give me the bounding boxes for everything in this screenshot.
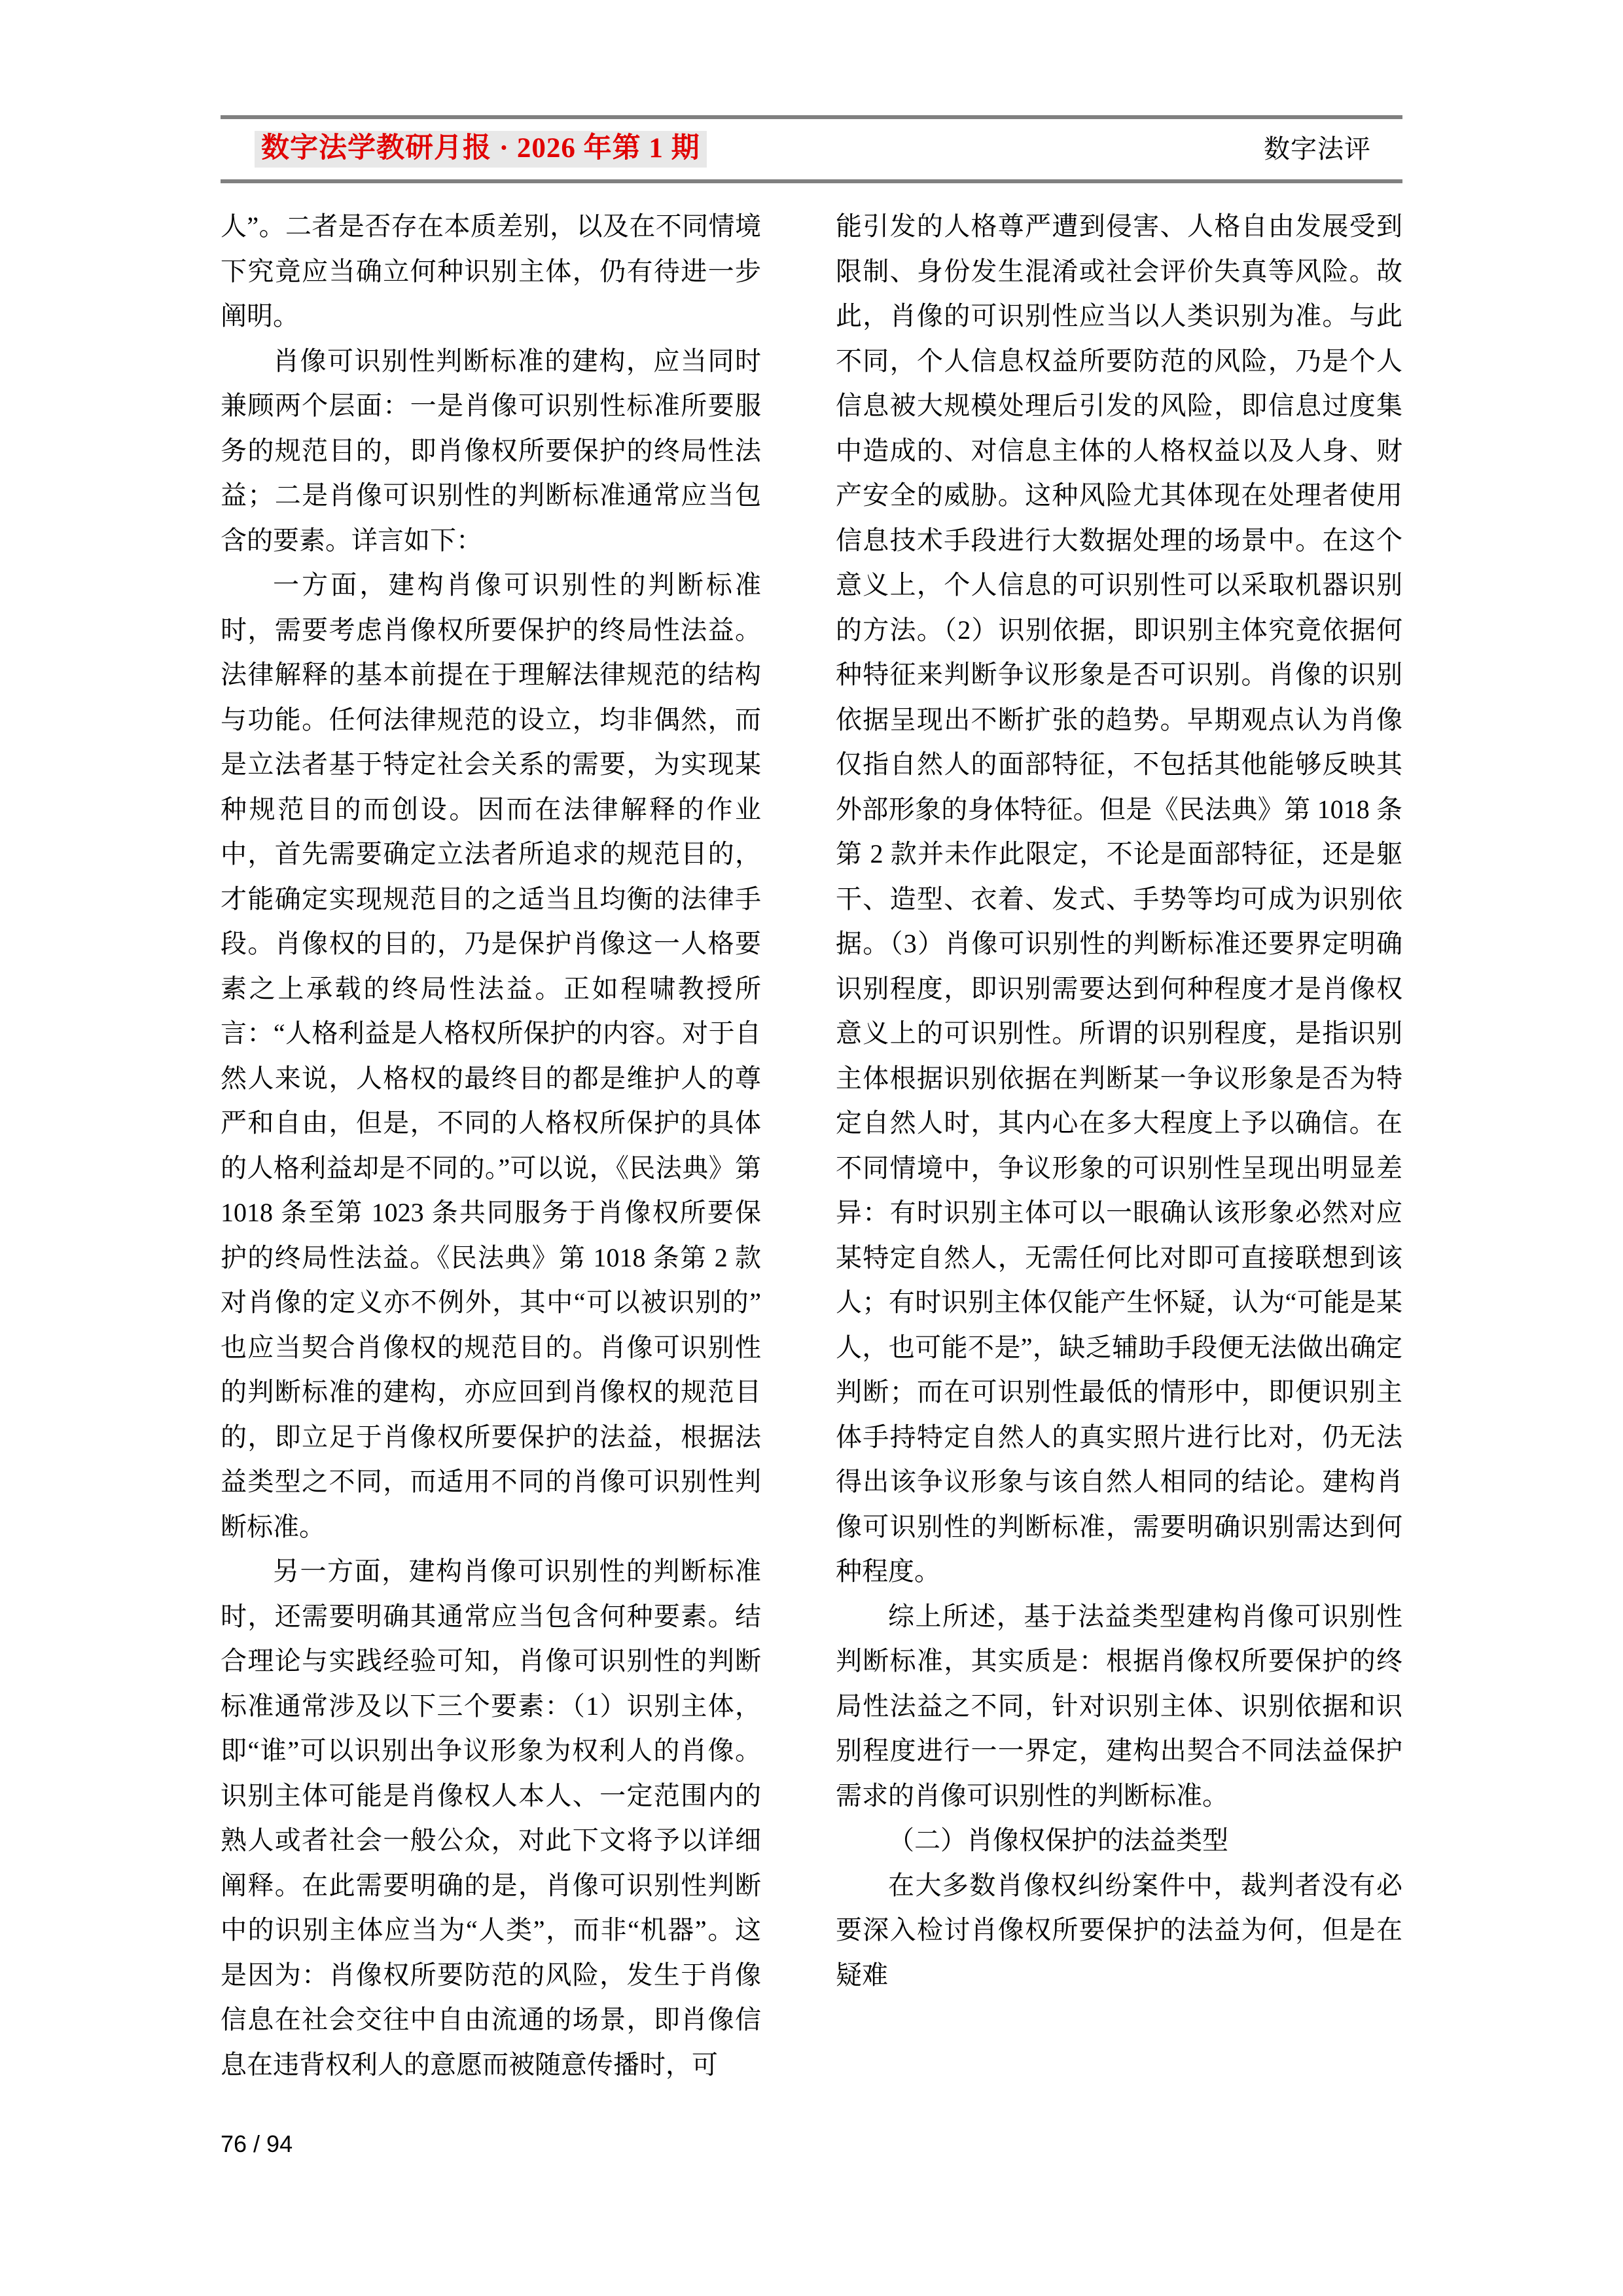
section-title: 数字法评	[1264, 134, 1371, 164]
section-heading: （二）肖像权保护的法益类型	[888, 1825, 1228, 1855]
paragraph: 在大多数肖像权纠纷案件中，裁判者没有必要深入检讨肖像权所要保护的法益为何，但是在疑难	[836, 1870, 1402, 1990]
paragraph: 能引发的人格尊严遭到侵害、人格自由发展受到限制、身份发生混淆或社会评价失真等风险。故此，肖像的可识别性应当以人类识别为准。与此不同，个人信息权益所要防范的风险，乃是个人信息被大规模处理后引发的风险，即信息过度集中造成的、对信息主体的人格权益以及人身、财产安全的威胁。这种风险尤其体现在处理者使用信息技术手段进行大数据处理的场景中。在这个意义上，个人信息的可识别性可以采取机器识别的方法。（2）识别依据，即识别主体究竟依据何种特征来判断争议形象是否可识别。肖像的识别依据呈现出不断扩张的趋势。早期观点认为肖像仅指自然人的面部特征，不包括其他能够反映其外部形象的身体特征。但是《民法典》第 1018 条第 2 款并未作此限定，不论是面部特征，还是躯干、造型、衣着、发式、手势等均可成为识别依据。（3）肖像可识别性的判断标准还要界定明确识别程度，即识别需要达到何种程度才是肖像权意义上的可识别性。所谓的识别程度，是指识别主体根据识别依据在判断某一争议形象是否为特定自然人时，其内心在多大程度上予以确信。在不同情境中，争议形象的可识别性呈现出明显差异：有时识别主体可以一眼确认该形象必然对应某特定自然人，无需任何比对即可直接联想到该人；有时识别主体仅能产生怀疑，认为“可能是某人，也可能不是”，缺乏辅助手段便无法做出确定判断；而在可识别性最低的情形中，即便识别主体手持特定自然人的真实照片进行比对，仍无法得出该争议形象与该自然人相同的结论。建构肖像可识别性的判断标准，需要明确识别需达到何种程度。	[836, 211, 1402, 1586]
running-head	[221, 115, 1402, 183]
page-number: 76 / 94	[221, 2130, 293, 2157]
body-columns	[221, 204, 1402, 2089]
paragraph: 另一方面，建构肖像可识别性的判断标准时，还需要明确其通常应当包含何种要素。结合理论与实践经验可知，肖像可识别性的判断标准通常涉及以下三个要素：（1）识别主体，即“谁”可以识别出争议形象为权利人的肖像。识别主体可能是肖像权人本人、一定范围内的熟人或者社会一般公众，对此下文将予以详细阐释。在此需要明确的是，肖像可识别性判断中的识别主体应当为“人类”，而非“机器”。这是因为：肖像权所要防范的风险，发生于肖像信息在社会交往中自由流通的场景，即肖像信息在违背权利人的意愿而被随意传播时，可	[221, 1556, 761, 2079]
page-footer	[221, 2130, 1402, 2158]
column-right	[836, 204, 1402, 2089]
paragraph: 人”。二者是否存在本质差别，以及在不同情境下究竟应当确立何种识别主体，仍有待进一步阐明。	[221, 211, 761, 331]
paragraph: 一方面，建构肖像可识别性的判断标准时，需要考虑肖像权所要保护的终局性法益。法律解释的基本前提在于理解法律规范的结构与功能。任何法律规范的设立，均非偶然，而是立法者基于特定社会关系的需要，为实现某种规范目的而创设。因而在法律解释的作业中，首先需要确定立法者所追求的规范目的，才能确定实现规范目的之适当且均衡的法律手段。肖像权的目的，乃是保护肖像这一人格要素之上承载的终局性法益。正如程啸教授所言：“人格利益是人格权所保护的内容。对于自然人来说，人格权的最终目的都是维护人的尊严和自由，但是，不同的人格权所保护的具体的人格利益却是不同的。”可以说，《民法典》第 1018 条至第 1023 条共同服务于肖像权所要保护的终局性法益。《民法典》第 1018 条第 2 款对肖像的定义亦不例外，其中“可以被识别的”也应当契合肖像权的规范目的。肖像可识别性的判断标准的建构，亦应回到肖像权的规范目的，即立足于肖像权所要保护的法益，根据法益类型之不同，而适用不同的肖像可识别性判断标准。	[221, 570, 761, 1541]
paragraph: 肖像可识别性判断标准的建构，应当同时兼顾两个层面：一是肖像可识别性标准所要服务的规范目的，即肖像权所要保护的终局性法益；二是肖像可识别性的判断标准通常应当包含的要素。详言如下：	[221, 346, 761, 555]
journal-title: 数字法学教研月报 · 2026 年第 1 期	[255, 131, 707, 168]
paragraph: 综上所述，基于法益类型建构肖像可识别性判断标准，其实质是：根据肖像权所要保护的终局性法益之不同，针对识别主体、识别依据和识别程度进行一一界定，建构出契合不同法益保护需求的肖像可识别性的判断标准。	[836, 1601, 1402, 1810]
column-left	[221, 204, 761, 2089]
